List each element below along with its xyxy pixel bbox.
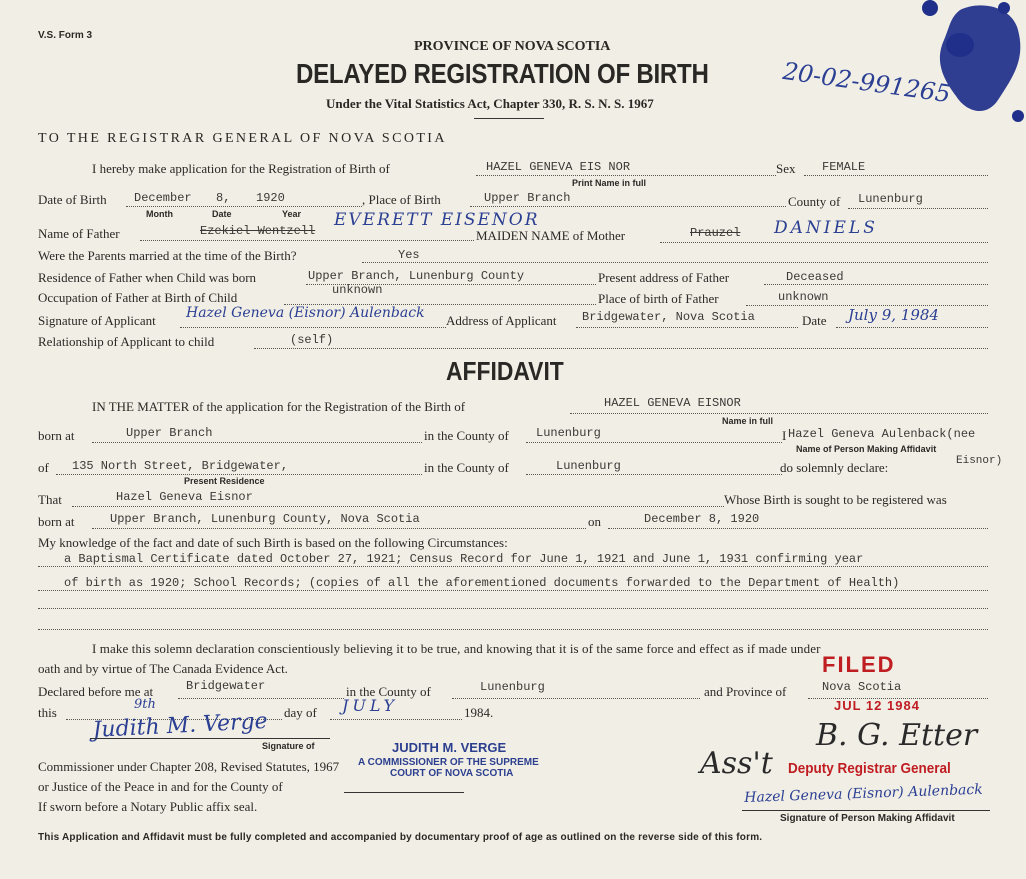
dob-year: 1920 (256, 191, 285, 205)
sex-label: Sex (776, 161, 796, 176)
deputy-signature: B. G. Etter (816, 718, 978, 753)
declared-value: Bridgewater (186, 679, 266, 693)
deputy-registrar-title: Deputy Registrar General (788, 760, 951, 777)
name-caption: Print Name in full (572, 178, 647, 188)
declared-county-label: in the County of (346, 684, 431, 699)
to-registrar: TO THE REGISTRAR GENERAL OF NOVA SCOTIA (38, 131, 447, 146)
that-label: That (38, 492, 62, 507)
filed-stamp: FILED (822, 652, 896, 677)
signature-of-caption: Signature of (262, 741, 315, 751)
whose-label: Whose Birth is sought to be registered was (724, 492, 947, 507)
year-caption: Year (282, 209, 302, 219)
occupation-label: Occupation of Father at Birth of Child (38, 290, 238, 305)
matter-label: IN THE MATTER of the application for the Registration of the Birth of (92, 399, 466, 414)
province-heading: PROVINCE OF NOVA SCOTIA (414, 39, 611, 54)
month-value: JULY (342, 696, 399, 715)
in-county2-value: Lunenburg (556, 459, 621, 473)
commissioner-signature-line (90, 738, 330, 739)
dob-label: Date of Birth (38, 192, 107, 207)
of-label: of (38, 460, 49, 475)
in-county2-label: in the County of (424, 460, 509, 475)
date-caption: Date (212, 209, 232, 219)
father-typed-name: Ezekiel Wentzell (200, 224, 316, 238)
day-value: 9th (134, 697, 156, 712)
verge-stamp-title-1: A COMMISSIONER OF THE SUPREME (358, 757, 539, 768)
occupation-value: unknown (332, 283, 383, 297)
filed-date: JUL 12 1984 (834, 698, 920, 713)
justice-county-line (344, 792, 464, 793)
province-value: Nova Scotia (822, 680, 902, 694)
father-handwritten-name: EVERETT EISENOR (334, 210, 540, 230)
this-label: this (38, 705, 57, 720)
dob-month: December (134, 191, 192, 205)
present-residence-caption: Present Residence (184, 476, 265, 486)
born-at-label: born at (38, 428, 75, 443)
relationship-label: Relationship of Applicant to child (38, 334, 215, 349)
deponent-value-2: Eisnor) (956, 455, 1003, 467)
declare-label: do solemnly declare: (780, 460, 889, 475)
present-address-label: Present address of Father (598, 270, 730, 285)
form-subtitle: Under the Vital Statistics Act, Chapter 330, R. S. N. S. 1967 (326, 96, 654, 111)
solemn-line-1: I make this solemn declaration conscientiously believing it to be true, and knowing that it is of the same force and effect as if made under (92, 641, 821, 656)
deponent-signature-line (742, 810, 990, 811)
in-county-value: Lunenburg (536, 426, 601, 440)
matter-value: HAZEL GENEVA EISNOR (604, 396, 741, 410)
deponent-signature: Hazel Geneva (Eisnor) Aulenback (744, 781, 983, 806)
date-label: Date (802, 313, 827, 328)
knowledge-line-2: of birth as 1920; School Records; (copies of all the aforementioned documents forwarded to the Department of Health) (64, 576, 900, 590)
applicant-name-value: HAZEL GENEVA EIS NOR (486, 160, 631, 174)
affidavit-heading: AFFIDAVIT (446, 356, 564, 386)
asst-handwritten: Ass't (700, 746, 773, 781)
mother-label: MAIDEN NAME of Mother (476, 228, 626, 243)
footer-note: This Application and Affidavit must be fully completed and accompanied by documentary proof of age as outlined on the reverse side of this form. (38, 832, 763, 843)
deponent-caption: Name of Person Making Affidavit (796, 444, 937, 454)
application-date: July 9, 1984 (848, 306, 939, 324)
form-title: DELAYED REGISTRATION OF BIRTH (296, 58, 709, 89)
title-underline (474, 118, 544, 119)
residence-value: Upper Branch, Lunenburg County (308, 269, 525, 283)
relationship-value: (self) (290, 333, 334, 347)
solemn-line-2: oath and by virtue of The Canada Evidence Act. (38, 661, 288, 676)
ink-blot (900, 0, 1026, 130)
i-label: I (782, 428, 787, 443)
registration-number: 20-02-991265 (781, 57, 953, 109)
pob-value: Upper Branch (484, 191, 571, 205)
county-value: Lunenburg (858, 192, 923, 206)
commissioner-line: Commissioner under Chapter 208, Revised Statutes, 1967 (38, 759, 340, 774)
present-address-value: Deceased (786, 270, 844, 284)
sex-value: FEMALE (822, 160, 866, 174)
notary-line: If sworn before a Notary Public affix seal. (38, 799, 258, 814)
justice-line: or Justice of the Peace in and for the County of (38, 779, 283, 794)
of-value: 135 North Street, Bridgewater, (72, 459, 289, 473)
verge-stamp-title-2: COURT OF NOVA SCOTIA (390, 768, 514, 779)
on-value: December 8, 1920 (644, 512, 760, 526)
in-county-label: in the County of (424, 428, 509, 443)
day-label: day of (284, 705, 317, 720)
deponent-value: Hazel Geneva Aulenback(nee (788, 427, 976, 441)
year-value: 1984. (464, 705, 494, 720)
born-at2-value: Upper Branch, Lunenburg County, Nova Scotia (110, 512, 420, 526)
month-caption: Month (146, 209, 173, 219)
dob-day: 8, (216, 191, 231, 205)
declared-label: Declared before me at (38, 684, 154, 699)
knowledge-line-1: a Baptismal Certificate dated October 27, 1921; Census Record for June 1, 1921 and June 1, 1931 confirming year (64, 552, 864, 566)
pob-label: , Place of Birth (362, 192, 441, 207)
verge-stamp-name: JUDITH M. VERGE (392, 740, 507, 755)
address-value: Bridgewater, Nova Scotia (582, 310, 755, 324)
province-label: and Province of (704, 684, 787, 699)
married-value: Yes (398, 248, 420, 262)
mother-handwritten-name: DANIELS (774, 218, 878, 238)
father-birthplace-label: Place of birth of Father (598, 291, 719, 306)
intro-label: I hereby make application for the Registration of Birth of (92, 161, 390, 176)
residence-label: Residence of Father when Child was born (38, 270, 257, 285)
declared-county-value: Lunenburg (480, 680, 545, 694)
mother-typed-name: Prauzel (690, 226, 741, 240)
deponent-signature-caption: Signature of Person Making Affidavit (780, 813, 955, 824)
born-at2-label: born at (38, 514, 75, 529)
born-at-value: Upper Branch (126, 426, 213, 440)
form-number: V.S. Form 3 (38, 30, 93, 41)
knowledge-label: My knowledge of the fact and date of such Birth is based on the following Circumstances: (38, 535, 508, 550)
on-label: on (588, 514, 601, 529)
applicant-signature: Hazel Geneva (Eisnor) Aulenback (186, 305, 425, 321)
father-birthplace-value: unknown (778, 290, 829, 304)
signature-label: Signature of Applicant (38, 313, 156, 328)
address-label: Address of Applicant (446, 313, 557, 328)
commissioner-signature: Judith M. Verge (92, 708, 269, 743)
that-value: Hazel Geneva Eisnor (116, 490, 253, 504)
married-label: Were the Parents married at the time of the Birth? (38, 248, 297, 263)
county-label: County of (788, 194, 841, 209)
father-label: Name of Father (38, 226, 120, 241)
name-in-full-caption: Name in full (722, 416, 774, 426)
